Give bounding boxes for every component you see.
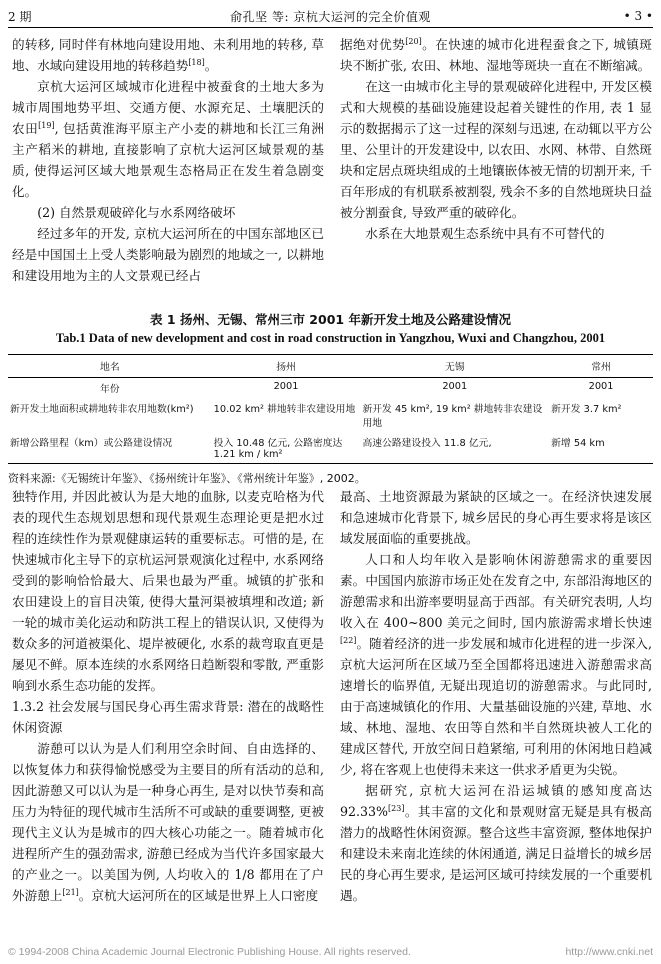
citation[interactable]: [21] xyxy=(62,887,79,897)
text-run: 京杭大运河区域城市化进程中被蚕食的土地大多为城市周围地势平坦、交通方便、水源充足、土壤肥沃的农田 xyxy=(12,79,324,136)
table-cell: 新增公路里程（km）或公路建设情况 xyxy=(10,438,173,449)
table-header-cell: 常州 xyxy=(591,362,611,373)
text-run: 据研究, 京杭大运河在沿运城镇的感知度高达 92.33% xyxy=(340,783,652,819)
citation[interactable]: [18] xyxy=(188,57,205,67)
text-run: 据绝对优势 xyxy=(340,37,406,52)
table-cell: 新开发土地面积或耕地转非农用地数(km²) xyxy=(10,404,194,415)
citation[interactable]: [23] xyxy=(388,803,405,813)
table-header-row xyxy=(8,355,653,378)
table-block xyxy=(8,310,653,486)
text-run: 。京杭大运河所在的区域是世界上人口密度 xyxy=(78,888,319,903)
paragraph xyxy=(12,34,324,76)
paragraph: 经过多年的开发, 京杭大运河所在的中国东部地区已经是中国国土上受人类影响最为剧烈的地域之一, 以耕地和建设用地为主的人文景观已经占 xyxy=(12,226,324,283)
text-run: 。随着经济的进一步发展和城市化进程的进一步深入, 京杭大运河所在区域乃至全国都将迅速进入游憩需求高速增长的临界值, 无疑出现追切的游憩需求。与此同时, 由于高速城镇化的作用、大量基础设施的兴建, 草地、水域、林地、湿地、农田等自然和半自然斑块被人工化的建成区替代, 开放空间日趋紧缩, 可利用的休闲地日趋减少, 将在客观上也使得未来这一供求矛盾更为尖锐。 xyxy=(340,636,652,777)
text-run: , 包括黄淮海平原主产小麦的耕地和长江三角洲主产稻米的耕地, 直接影响了京杭大运河区域景观的基质, 使得运河区域大地景观生态格局正在发生着急剧变化。 xyxy=(12,121,325,199)
table-header-cell: 地名 xyxy=(100,362,120,373)
footer-watermark xyxy=(8,946,653,958)
table-cell: 10.02 km² 耕地转非农建设用地 xyxy=(213,404,356,415)
paragraph xyxy=(340,780,652,906)
running-header xyxy=(8,6,653,26)
header-rule xyxy=(8,27,653,28)
paragraph: 在这一由城市化主导的景观破碎化进程中, 开发区模式和大规模的基础设施建设起着关键性的作用, 表 1 显示的数据揭示了这一过程的深刻与迅速, 在动辄以平方公里、公里计的开发建设中, 以农田、水网、林带、自然斑块和定居点斑块组成的土地镶嵌体被无情的切割开来, 千百年形成的有机联系被割裂, 残余不多的自然地斑块日益被分割蚕食, 导致严重的破碎化。 xyxy=(340,79,652,220)
text-run: 。 xyxy=(204,58,218,73)
table-header-cell: 无锡 xyxy=(444,362,465,373)
text-run: 。其丰富的文化和景观财富无疑是具有极高潜力的战略性休闲资源。整合这些丰富资源, 整体地保护和建设未来南北连续的休闲通道, 满足日益增长的城乡居民的身心再生要求, 是运河区域可持续发展的一个重要机遇。 xyxy=(340,804,652,903)
site-link[interactable]: http://www.cnki.net xyxy=(565,946,653,958)
table-cell: 投入 10.48 亿元, 公路密度达 1.21 km / km² xyxy=(213,438,343,460)
issue-number: 2 期 xyxy=(8,9,32,24)
table-caption-cn: 表 1 扬州、无锡、常州三市 2001 年新开发土地及公路建设情况 xyxy=(150,312,511,327)
paragraph: 水系在大地景观生态系统中具有不可替代的 xyxy=(365,226,605,241)
paragraph: 独特作用, 并因此被认为是大地的血脉, 以麦克哈格为代表的现代生态规划思想和现代景观生态理论更是把水过程的连续性作为景观健康运转的重要标志。可惜的是, 在快速城市化主导下的京杭运河景观演化过程中, 水系网络受到的影响恰恰最大、后果也最为严重。城镇的扩张和农田建设上的盲目决策, 使得大量河渠被填埋和改道; 新一轮的城市美化运动和防洪工程上的错误认识, 又使得为数众多的河道被渠化、堤岸被硬化, 水系的裁弯取直更是屡见不鲜。原本连续的水系网络日趋断裂和零散, 严重影响到水系生态功能的发挥。 xyxy=(12,489,324,693)
page-number: • 3 • xyxy=(623,9,653,23)
column-top-right xyxy=(340,34,652,244)
table-cell: 新增 54 km xyxy=(551,438,605,449)
table-cell: 高速公路建设投入 11.8 亿元, xyxy=(362,438,492,449)
table-cell: 新开发 45 km², 19 km² 耕地转非农建设用地 xyxy=(362,404,543,429)
paragraph xyxy=(12,76,324,202)
citation[interactable]: [22] xyxy=(340,635,357,645)
section-heading: 1.3.2 社会发展与国民身心再生需求背景: 潜在的战略性休闲资源 xyxy=(12,699,324,735)
paragraph: 最高、土地资源最为紧缺的区域之一。在经济快速发展和急速城市化背景下, 城乡居民的身心再生要求将是该区域发展面临的重要挑战。 xyxy=(340,489,652,546)
column-bottom-right xyxy=(340,486,652,906)
table-source-note: 资料来源:《无锡统计年鉴》、《扬州统计年鉴》、《常州统计年鉴》, 2002。 xyxy=(8,472,366,485)
table-row xyxy=(8,398,653,432)
text-run: 的转移, 同时伴有林地向建设用地、未利用地的转移, 草地、水域向建设用地的转移趋势 xyxy=(12,37,324,73)
citation[interactable]: [20] xyxy=(405,36,422,46)
citation[interactable]: [19] xyxy=(38,120,55,130)
paragraph xyxy=(340,549,652,780)
table-cell: 年份 xyxy=(100,384,120,395)
paragraph xyxy=(340,34,652,76)
table-cell: 2001 xyxy=(442,381,468,392)
text-run: 人口和人均年收入是影响休闲游憩需求的重要因素。中国国内旅游市场正处在发育之中, 东部沿海地区的游憩需求和出游率要明显高于西部。有关研究表明, 人均收入在 400~800 美元之间时, 国内旅游需求增长快速 xyxy=(340,552,652,630)
table-cell: 2001 xyxy=(273,381,299,392)
copyright-notice: © 1994-2008 China Academic Journal Electronic Publishing House. All rights reserved. xyxy=(8,946,411,958)
table-row xyxy=(8,378,653,399)
column-top-left xyxy=(12,34,324,286)
table-cell: 新开发 3.7 km² xyxy=(551,404,622,415)
column-bottom-left xyxy=(12,486,324,906)
table-row xyxy=(8,432,653,464)
table-caption-en: Tab.1 Data of new development and cost in road construction in Yangzhou, Wuxi and Changzhou, 2001 xyxy=(55,331,606,345)
table-cell: 2001 xyxy=(588,381,614,392)
running-title: 俞孔坚 等: 京杭大运河的完全价值观 xyxy=(230,9,431,24)
text-run: 游憩可以认为是人们利用空余时间、自由选择的、以恢复体力和获得愉悦感受为主要目的所有活动的总和, 因此游憩又可以认为是一种身心再生, 是对以快节奏和高压力为特征的现代城市生活所不可或缺的重要调整, 更被现代主义认为是城市的四大核心功能之一。随着城市化进程所产生的强劲需求, 游憩已经成为当代许多国家最大的产业之一。以美国为例, 人均收入的 1/8 都用在了户外游憩上 xyxy=(12,741,324,903)
table-header-cell: 扬州 xyxy=(276,362,296,373)
section-heading: (2) 自然景观破碎化与水系网络破坏 xyxy=(37,205,236,220)
text-run: 。在快速的城市化进程蚕食之下, 城镇斑块不断扩张, 农田、林地、湿地等斑块一直在不断缩减。 xyxy=(340,37,653,73)
data-table xyxy=(8,354,653,464)
paragraph xyxy=(12,738,324,906)
